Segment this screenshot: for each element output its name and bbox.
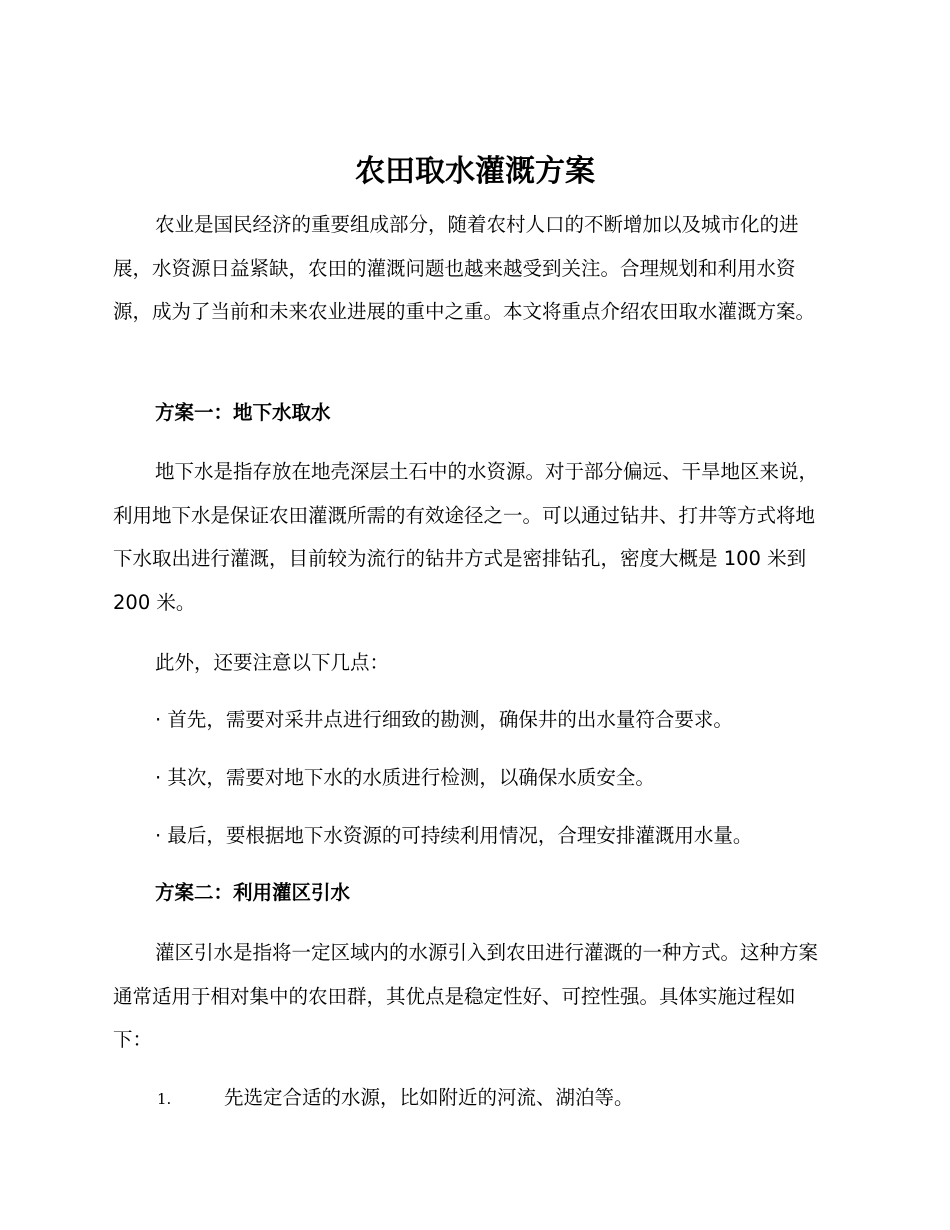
plan1-paragraph: 地下水是指存放在地壳深层土石中的水资源。对于部分偏远、干旱地区来说，利用地下水是保证农田灌溉所需的有效途径之一。可以通过钻井、打井等方式将地下水取出进行灌溉，目前较为流行的钻井方式是密排钻孔，密度大概是 100 米到 200 米。 bbox=[113, 460, 819, 614]
plan1-note: 此外，还要注意以下几点： bbox=[155, 651, 390, 674]
plan1-bullet-1: · 首先，需要对采井点进行细致的勘测，确保井的出水量符合要求。 bbox=[155, 708, 733, 731]
step-text: 先选定合适的水源，比如附近的河流、湖泊等。 bbox=[224, 1086, 634, 1109]
plan1-heading: 方案一：地下水取水 bbox=[155, 401, 331, 424]
document-title: 农田取水灌溉方案 bbox=[355, 154, 595, 189]
plan2-step-1 bbox=[157, 1076, 837, 1122]
step-number: 1. bbox=[157, 1090, 172, 1108]
plan1-bullet-3: · 最后，要根据地下水资源的可持续利用情况，合理安排灌溉用水量。 bbox=[155, 824, 753, 847]
plan2-heading: 方案二：利用灌区引水 bbox=[155, 881, 351, 904]
plan1-bullet-2: · 其次，需要对地下水的水质进行检测，以确保水质安全。 bbox=[155, 766, 655, 789]
intro-paragraph: 农业是国民经济的重要组成部分，随着农村人口的不断增加以及城市化的进展，水资源日益紧缺，农田的灌溉问题也越来越受到关注。合理规划和利用水资源，成为了当前和未来农业进展的重中之重。本文将重点介绍农田取水灌溉方案。 bbox=[113, 213, 816, 323]
plan2-paragraph: 灌区引水是指将一定区域内的水源引入到农田进行灌溉的一种方式。这种方案通常适用于相对集中的农田群，其优点是稳定性好、可控性强。具体实施过程如下： bbox=[113, 941, 819, 1051]
